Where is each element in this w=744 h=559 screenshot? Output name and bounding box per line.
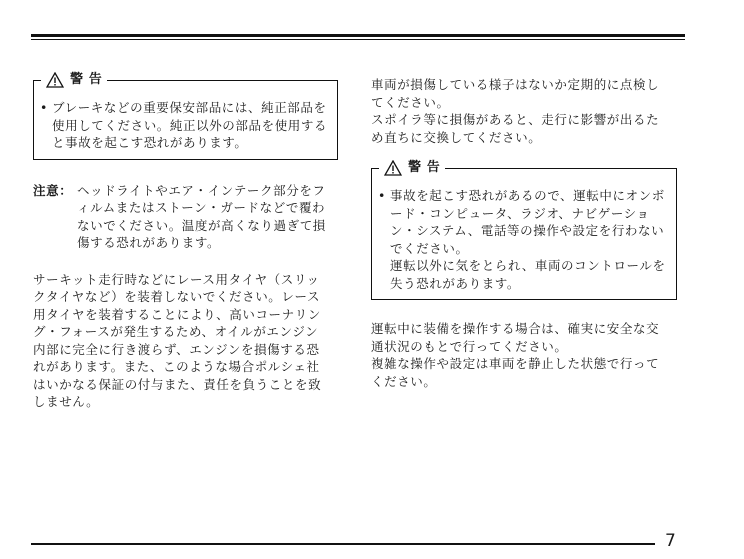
paragraph-text: はいかなる保証の付与また、責任を負うことを致 [33,376,322,392]
warning-text: 事故を起こす恐れがあるので、運転中にオンボ [390,188,665,203]
warning-line [378,275,670,293]
paragraph-text: 車両が損傷している様子はないか定期的に点検し [371,77,660,92]
paragraph-text: しません。 [33,394,100,409]
warning-text: でください。 [390,240,469,256]
warning-box [371,160,677,300]
paragraph-text: てください。 [371,94,450,110]
warning-heading [379,159,445,177]
top-rule [31,34,685,40]
caution-text: ヘッドライトやエア・インテーク部分をフ [77,182,326,198]
caution-label: 注意： [33,182,73,198]
paragraph-text: 内部に完全に行き渡らず、エンジンを損傷する恐 [33,341,320,357]
paragraph-text: ください。 [371,373,437,389]
caution-text: ないでください。温度が高くなり過ぎて損 [77,217,326,233]
page-number: 7 [665,531,676,551]
bottom-rule [31,543,655,545]
paragraph-text: 運転中に装備を操作する場合は、確実に安全な交 [371,321,660,336]
warning-title: 警 告 [70,72,103,87]
warning-line [378,222,670,240]
paragraph-text: グ・フォースが発生するため、オイルがエンジン [33,324,319,339]
warning-line [378,240,670,258]
warning-line [40,117,331,135]
warning-text: ード・コンピュータ、ラジオ、ナビゲーショ [390,205,650,221]
warning-heading [41,71,107,89]
bullet: • [378,188,386,203]
paragraph-text: れがあります。また、このような場合ポルシェ社 [33,359,320,374]
paragraph-text: め直ちに交換してください。 [371,129,542,145]
operation-paragraph [371,320,677,390]
warning-line [378,205,670,223]
paragraph-text: クタイヤなど）を装着しないでください。レース [33,289,321,304]
caution-note [33,182,338,252]
racing-tire-paragraph [33,271,338,411]
warning-text: ン・システム、電話等の操作や設定を行わない [390,223,665,238]
left-column [33,72,338,411]
warning-title: 警 告 [408,160,441,175]
warning-line [378,187,670,205]
paragraph-text: 用タイヤを装着することにより、高いコーナリン [33,306,321,322]
warning-line [378,257,670,275]
paragraph-text: 通状況のもとで行ってください。 [371,338,568,354]
caution-text: 傷する恐れがあります。 [77,235,221,250]
warning-text: 使用してください。純正以外の部品を使用する [52,117,328,133]
warning-text: ブレーキなどの重要保安部品には、純正部品を [52,100,327,115]
right-column [371,76,677,390]
warning-text: 運転以外に気をとられ、車両のコントロールを [390,258,666,273]
warning-line [40,99,331,117]
inspection-paragraph [371,76,677,146]
paragraph-text: サーキット走行時などにレース用タイヤ（スリッ [33,271,320,287]
caution-body [77,182,338,252]
warning-text: 失う恐れがあります。 [390,275,521,291]
warning-triangle-icon [46,72,64,88]
caution-text: ィルムまたはストーン・ガードなどで覆わ [77,200,326,215]
warning-text: と事故を起こす恐れがあります。 [52,135,248,150]
paragraph-text: 複雑な操作や設定は車両を静止した状態で行って [371,356,660,371]
paragraph-text: スポイラ等に損傷があると、走行に影響が出るた [371,112,660,127]
bullet: • [40,100,48,115]
warning-line [40,134,331,152]
warning-box [33,72,338,160]
warning-triangle-icon [384,160,402,176]
